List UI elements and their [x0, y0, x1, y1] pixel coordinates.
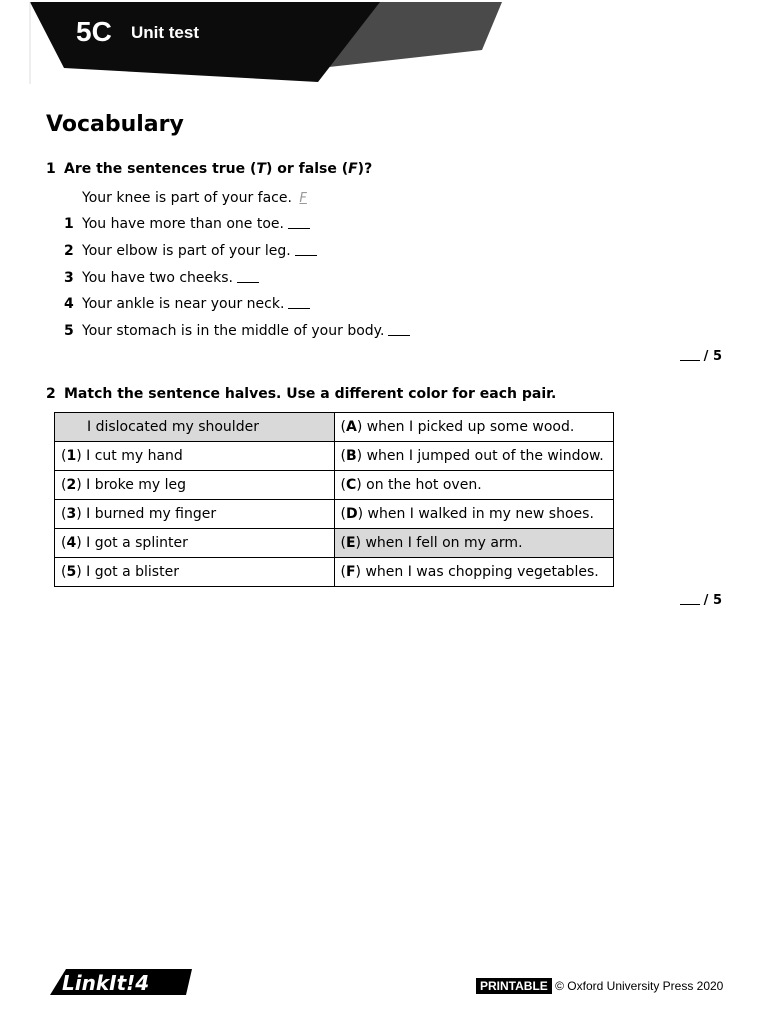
- list-item: 5 Your stomach is in the middle of your body.: [64, 323, 410, 339]
- sentence-end[interactable]: (B) when I jumped out of the window.: [334, 442, 614, 471]
- exercise-1-instruction: 1 Are the sentences true (T) or false (F)?: [46, 161, 373, 177]
- exercise-1-score: / 5: [680, 349, 722, 364]
- printable-badge: PRINTABLE: [476, 978, 552, 994]
- answer-blank[interactable]: [237, 281, 259, 283]
- footer-copyright: PRINTABLE © Oxford University Press 2020: [476, 979, 723, 993]
- unit-header-banner: [0, 0, 768, 90]
- example-answer: F: [299, 191, 307, 206]
- list-item: 2 Your elbow is part of your leg.: [64, 243, 317, 259]
- table-row: [55, 529, 614, 558]
- list-item: 4 Your ankle is near your neck.: [64, 296, 310, 312]
- example-sentence: Your knee is part of your face. F: [64, 190, 310, 206]
- list-item: 1 You have more than one toe.: [64, 216, 310, 232]
- sentence-start[interactable]: (3) I burned my finger: [55, 500, 335, 529]
- header-banner-shape: [0, 0, 768, 90]
- exercise-2-score: / 5: [680, 593, 722, 608]
- sentence-start[interactable]: (2) I broke my leg: [55, 471, 335, 500]
- answer-blank[interactable]: [288, 227, 310, 229]
- unit-code: 5C: [76, 16, 112, 47]
- score-blank[interactable]: [680, 359, 700, 361]
- sentence-end[interactable]: (F) when I was chopping vegetables.: [334, 558, 614, 587]
- unit-title: Unit test: [131, 23, 199, 42]
- linkit-logo: [46, 967, 196, 1003]
- matching-table: [54, 412, 614, 587]
- answer-blank[interactable]: [388, 334, 410, 336]
- sentence-start[interactable]: I dislocated my shoulder: [55, 413, 335, 442]
- table-row: [55, 558, 614, 587]
- sentence-end[interactable]: (D) when I walked in my new shoes.: [334, 500, 614, 529]
- sentence-end[interactable]: (C) on the hot oven.: [334, 471, 614, 500]
- table-row: [55, 413, 614, 442]
- answer-blank[interactable]: [288, 307, 310, 309]
- sentence-start[interactable]: (1) I cut my hand: [55, 442, 335, 471]
- sentence-end[interactable]: (E) when I fell on my arm.: [334, 529, 614, 558]
- svg-text:LinkIt!4: LinkIt!4: [62, 971, 150, 995]
- answer-blank[interactable]: [295, 254, 317, 256]
- section-heading: Vocabulary: [46, 112, 184, 137]
- sentence-start[interactable]: (4) I got a splinter: [55, 529, 335, 558]
- list-item: 3 You have two cheeks.: [64, 270, 259, 286]
- sentence-start[interactable]: (5) I got a blister: [55, 558, 335, 587]
- exercise-number: 2: [46, 386, 56, 402]
- score-blank[interactable]: [680, 603, 700, 605]
- table-row: [55, 500, 614, 529]
- exercise-2-instruction: 2 Match the sentence halves. Use a different color for each pair.: [46, 386, 557, 402]
- exercise-number: 1: [46, 161, 56, 177]
- table-row: [55, 471, 614, 500]
- sentence-end[interactable]: (A) when I picked up some wood.: [334, 413, 614, 442]
- table-row: [55, 442, 614, 471]
